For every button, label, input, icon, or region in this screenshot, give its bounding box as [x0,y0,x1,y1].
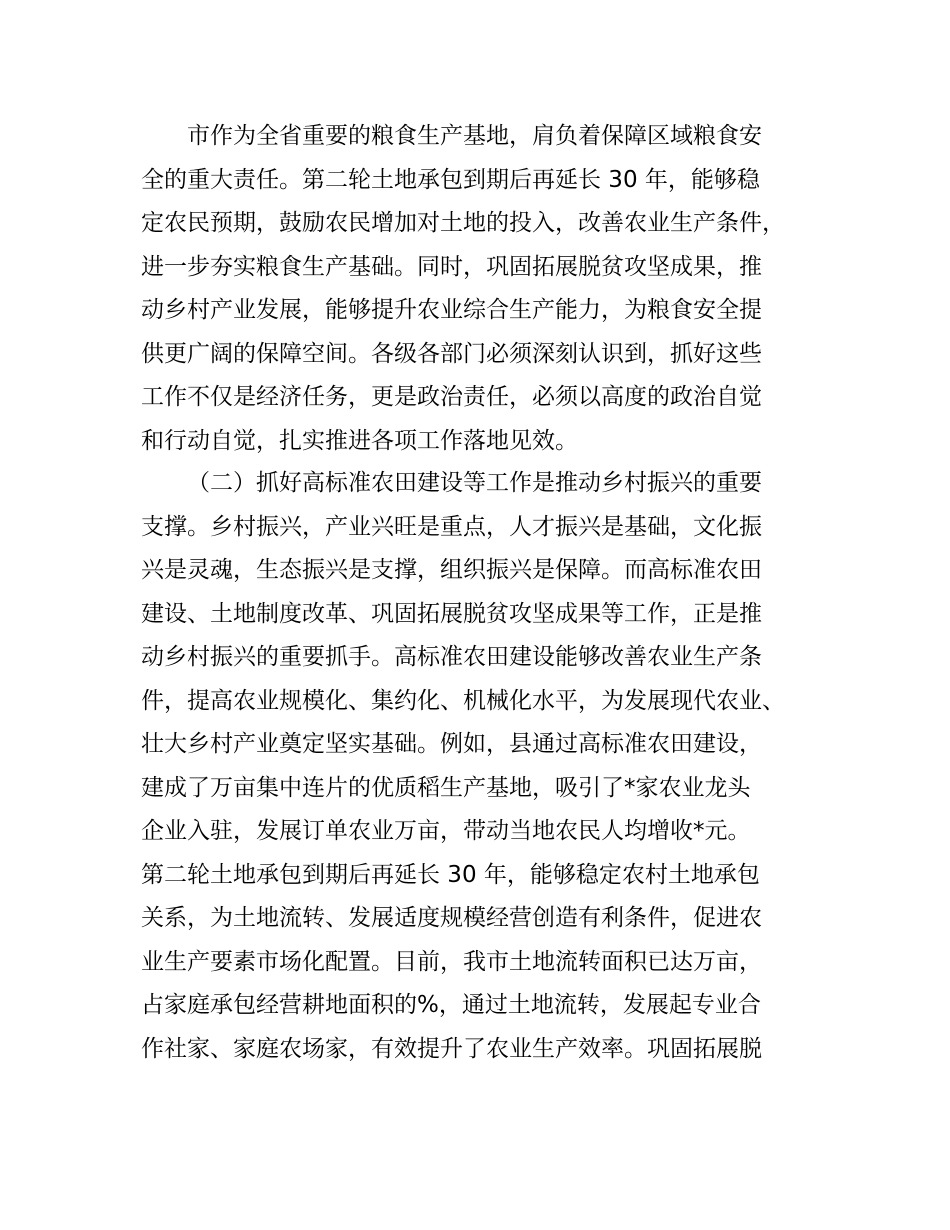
paragraph-line: 和行动自觉，扎实推进各项工作落地见效。 [141,427,578,454]
paragraph-line: 建设、土地制度改革、巩固拓展脱贫攻坚成果等工作，正是推 [141,600,762,627]
paragraph-line: 件，提高农业规模化、集约化、机械化水平，为发展现代农业、 [141,687,785,714]
paragraph-line: 壮大乡村产业奠定坚实基础。例如，县通过高标准农田建设， [141,731,762,757]
section-heading-line: （二）抓好高标准农田建设等工作是推动乡村振兴的重要 [187,470,762,496]
paragraph-line: 业生产要素市场化配置。目前，我市土地流转面积已达万亩， [141,948,762,975]
paragraph-line: 工作不仅是经济任务，更是政治责任，必须以高度的政治自觉 [141,384,762,410]
paragraph-line: 全的重大责任。第二轮土地承包到期后再延长 30 年，能够稳 [141,166,760,193]
paragraph-line: 动乡村振兴的重要抓手。高标准农田建设能够改善农业生产条 [141,644,762,670]
paragraph-1 [141,115,841,463]
paragraph-line: 企业入驻，发展订单农业万亩，带动当地农民人均增收*元。 [141,818,751,844]
paragraph-line: 作社家、家庭农场家，有效提升了农业生产效率。巩固拓展脱 [141,1035,762,1062]
paragraph-line: 兴是灵魂，生态振兴是支撑，组织振兴是保障。而高标准农田 [141,557,762,583]
paragraph-line: 关系，为土地流转、发展适度规模经营创造有利条件，促进农 [141,905,762,931]
paragraph-line: 定农民预期，鼓励农民增加对土地的投入，改善农业生产条件， [141,210,785,236]
paragraph-line: 进一步夯实粮食生产基础。同时，巩固拓展脱贫攻坚成果，推 [141,253,762,280]
paragraph-line: 支撑。乡村振兴，产业兴旺是重点，人才振兴是基础，文化振 [141,513,762,540]
paragraph-2 [141,462,841,1071]
paragraph-line: 市作为全省重要的粮食生产基地，肩负着保障区域粮食安 [187,123,762,149]
paragraph-line: 动乡村产业发展，能够提升农业综合生产能力，为粮食安全提 [141,297,762,323]
paragraph-line: 建成了万亩集中连片的优质稻生产基地，吸引了*家农业龙头 [141,774,751,801]
paragraph-line: 第二轮土地承包到期后再延长 30 年，能够稳定农村土地承包 [141,861,760,888]
paragraph-line: 占家庭承包经营耕地面积的%，通过土地流转，发展起专业合 [141,992,761,1018]
paragraph-line: 供更广阔的保障空间。各级各部门必须深刻认识到，抓好这些 [141,340,762,367]
